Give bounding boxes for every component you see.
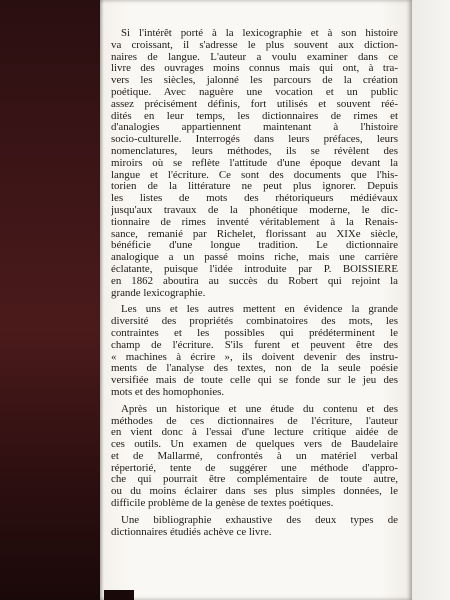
text-line: contraintes et les possibles qui prédéterminent le: [111, 327, 398, 339]
text-line: naires de langue. L'auteur a voulu examiner dans ce: [111, 51, 398, 63]
text-line: analogique a un passé moins riche, mais une carrière: [111, 252, 398, 264]
text-line: « machines à écrire », ils doivent devenir des instru-: [111, 351, 398, 363]
text-line: bénéficie d'une longue tradition. Le dictionnaire: [111, 240, 398, 252]
text-line: va croissant, il s'adresse le plus souvent aux diction-: [111, 39, 398, 51]
text-line: en 1862 aboutira au succès du Robert qui rejoint la: [111, 275, 398, 287]
text-line: dités en leur temps, les dictionnaires de rimes et: [111, 110, 398, 122]
text-line: en vient donc à l'essai d'une lecture critique aidée de: [111, 427, 398, 439]
text-line: difficile problème de la genèse de textes poétiques.: [111, 498, 334, 510]
paragraph-2: [111, 304, 398, 398]
text-line: langue et l'écriture. Ce sont des documents que l'his-: [111, 169, 398, 181]
text-line: mots et des homophonies.: [111, 386, 225, 398]
text-line: livre des ouvrages moins connus mais qui ont, à tra-: [111, 63, 398, 75]
text-line: Après un historique et une étude du contenu et des: [121, 403, 398, 415]
text-line: poétique. Avec naguère une vocation et un public: [111, 86, 398, 98]
text-line: ou du moins éclairer dans ses plus simples données, le: [111, 486, 398, 498]
text-line: jusqu'aux travaux de la phonétique moderne, le dic-: [111, 204, 398, 216]
text-line: Si l'intérêt porté à la lexicographie et à son histoire: [121, 28, 398, 39]
paragraph-3: [111, 404, 398, 510]
text-line: che qui pourrait être complémentaire de toute autre,: [111, 474, 398, 486]
paragraph-1: [111, 28, 398, 299]
paragraph-4: [111, 515, 398, 539]
text-line: ces outils. Un examen de quelques vers de Baudelaire: [111, 439, 398, 451]
text-line: assez précisément définis, fort utilisés et souvent réé-: [111, 98, 398, 110]
text-line: tionnaire de rimes inventé véritablement à la Renais-: [111, 216, 398, 228]
text-line: ments de l'analyse des textes, non de la seule poésie: [111, 363, 398, 375]
spine-shadow: [100, 0, 104, 600]
bottom-dark-strip: [104, 590, 134, 600]
text-line: nomenclatures, leurs méthodes, ils se révèlent des: [111, 145, 398, 157]
text-line: Une bibliographie exhaustive des deux types de: [121, 514, 398, 526]
text-line: socio-culturelle. Interrogés dans leurs préfaces, leurs: [111, 134, 398, 146]
blurb-text: [111, 28, 398, 543]
text-line: vers les siècles, jalonné les parcours de la création: [111, 75, 398, 87]
text-line: torien de la littérature ne peut plus ignorer. Depuis: [111, 181, 398, 193]
text-line: sance, remanié par Richelet, florissant au XIXe siècle,: [111, 228, 398, 240]
background-right-light: [410, 0, 450, 600]
text-line: Les uns et les autres mettent en évidence la grande: [121, 304, 398, 316]
text-line: champ de l'écriture. S'ils furent et peuvent être des: [111, 339, 398, 351]
text-line: et de Mallarmé, confrontés à un matériel verbal: [111, 450, 398, 462]
text-line: éclatante, puisque l'idée introduite par P. BOISSIERE: [111, 263, 398, 275]
text-line: les listes de mots des rhétoriqueurs médiévaux: [111, 193, 398, 205]
text-line: méthodes de ces dictionnaires de l'écriture, l'auteur: [111, 415, 398, 427]
text-line: versifiée mais de toute celle qui se fonde sur le jeu des: [111, 375, 398, 387]
background-left-dark: [0, 0, 100, 600]
text-line: diversité des propriétés combinatoires des mots, les: [111, 316, 398, 328]
text-line: grande lexicographie.: [111, 287, 206, 299]
text-line: dictionnaires étudiés achève ce livre.: [111, 526, 272, 538]
text-line: miroirs où se reflète l'attitude d'une époque devant la: [111, 157, 398, 169]
text-line: répertorié, tente de suggérer une méthode d'appro-: [111, 462, 398, 474]
text-line: d'analogies appartiennent maintenant à l'histoire: [111, 122, 398, 134]
